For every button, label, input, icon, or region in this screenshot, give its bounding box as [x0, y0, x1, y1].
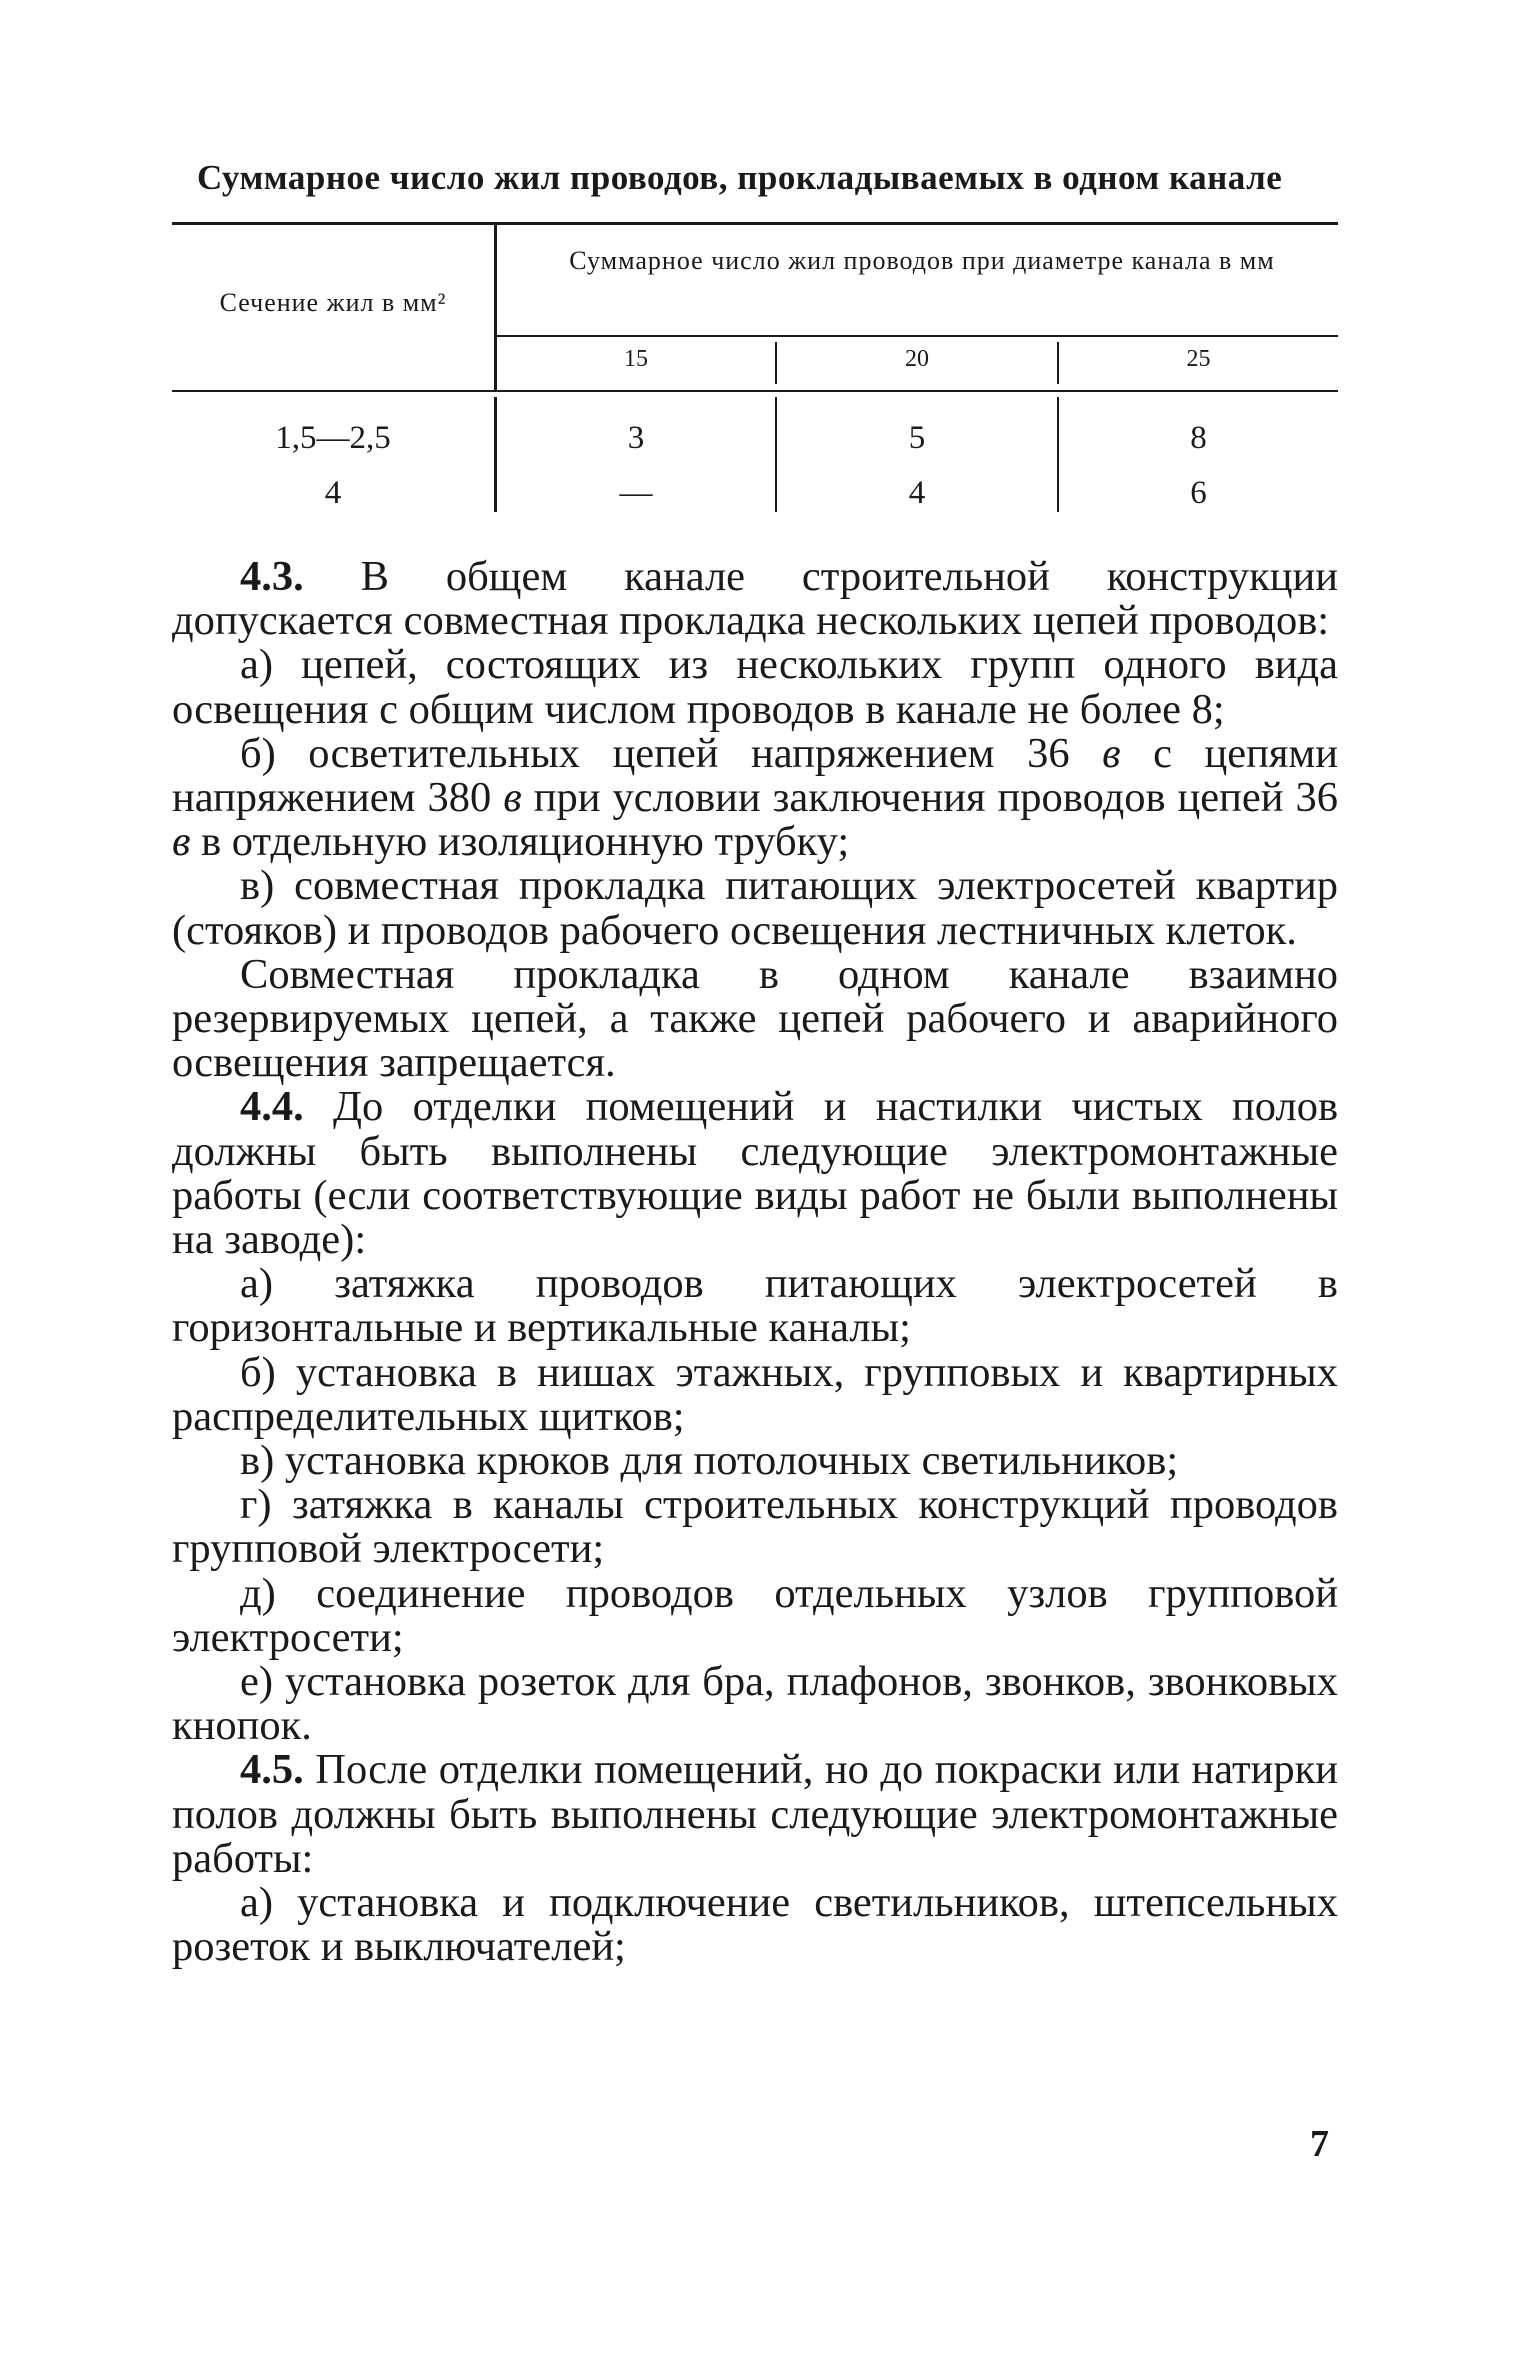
- row1-value-20: 5: [908, 420, 926, 456]
- row1-value-25: 8: [1190, 420, 1207, 456]
- wire-count-table: [172, 222, 1338, 522]
- diameter-25: 25: [1186, 346, 1211, 372]
- diameter-20: 20: [905, 346, 929, 372]
- table-title: Суммарное число жил проводов, прокладываемых в одном канале: [197, 158, 1283, 197]
- section-number: 4.5.: [240, 1746, 304, 1794]
- unit-volt: в: [1102, 729, 1121, 777]
- paragraph-4-4-b: б) установка в нишах этажных, групповых и квартирных распределительных щитков;: [172, 1348, 1338, 1440]
- row2-value-15: —: [619, 475, 653, 511]
- unit-volt: в: [172, 818, 191, 866]
- paragraph-4-3-b: б) осветительных цепей напряжением 36 в с цепями напряжением 380 в при условии заключения проводов цепей 36 в в отдельную изоляционную трубку;: [172, 729, 1339, 866]
- diameter-15: 15: [624, 346, 648, 372]
- body-text: [172, 555, 1338, 1970]
- col-header-section: Сечение жил в мм²: [219, 288, 447, 317]
- paragraph-4-4-a: а) затяжка проводов питающих электросетей в горизонтальные и вертикальные каналы;: [172, 1260, 1338, 1352]
- section-number: 4.4.: [240, 1083, 304, 1131]
- paragraph-4-3-v: в) совместная прокладка питающих электросетей квартир (стояков) и проводов рабочего освещения лестничных клеток.: [172, 862, 1338, 954]
- unit-volt: в: [503, 774, 522, 822]
- row1-value-15: 3: [627, 420, 645, 456]
- paragraph-4-4-intro: 4.4. До отделки помещений и настилки чистых полов должны быть выполнены следующие электромонтажные работы (если соответствующие виды работ не были выполнены на заводе):: [172, 1083, 1339, 1264]
- paragraph-4-4-d: д) соединение проводов отдельных узлов групповой электросети;: [172, 1569, 1338, 1661]
- paragraph-4-4-g: г) затяжка в каналы строительных конструкций проводов групповой электросети;: [172, 1481, 1338, 1573]
- table-top-rule: [172, 222, 1338, 225]
- row1-section: 1,5—2,5: [275, 420, 391, 456]
- paragraph-4-3-a: а) цепей, состоящих из нескольких групп одного вида освещения с общим числом проводов в канале не более 8;: [172, 641, 1338, 733]
- row2-value-25: 6: [1190, 475, 1207, 511]
- row2-value-20: 4: [908, 475, 926, 511]
- paragraph-4-4-v: в) установка крюков для потолочных светильников;: [240, 1437, 1179, 1485]
- header-bottom-rule: [172, 390, 1338, 392]
- section-number: 4.3.: [240, 553, 304, 600]
- paragraph-4-5-intro: 4.5. После отделки помещений, но до покраски или натирки полов должны быть выполнены следующие электромонтажные работы:: [172, 1746, 1338, 1882]
- paragraph-4-3-note: Совместная прокладка в одном канале взаимно резервируемых цепей, а также цепей рабочего и аварийного освещения запрещается.: [172, 950, 1338, 1087]
- page-number: 7: [1310, 2123, 1329, 2165]
- group-header-rule: [494, 335, 1338, 337]
- paragraph-4-3-intro: 4.3. В общем канале строительной конструкции допускается совместная прокладка нескольких цепей проводов:: [172, 553, 1339, 645]
- paragraph-4-4-e: е) установка розеток для бра, плафонов, звонков, звонковых кнопок.: [172, 1658, 1338, 1750]
- row2-section: 4: [324, 475, 342, 511]
- paragraph-4-5-a: а) установка и подключение светильников, штепсельных розеток и выключателей;: [172, 1879, 1338, 1971]
- group-header: Суммарное число жил проводов при диаметре канала в мм: [569, 246, 1275, 275]
